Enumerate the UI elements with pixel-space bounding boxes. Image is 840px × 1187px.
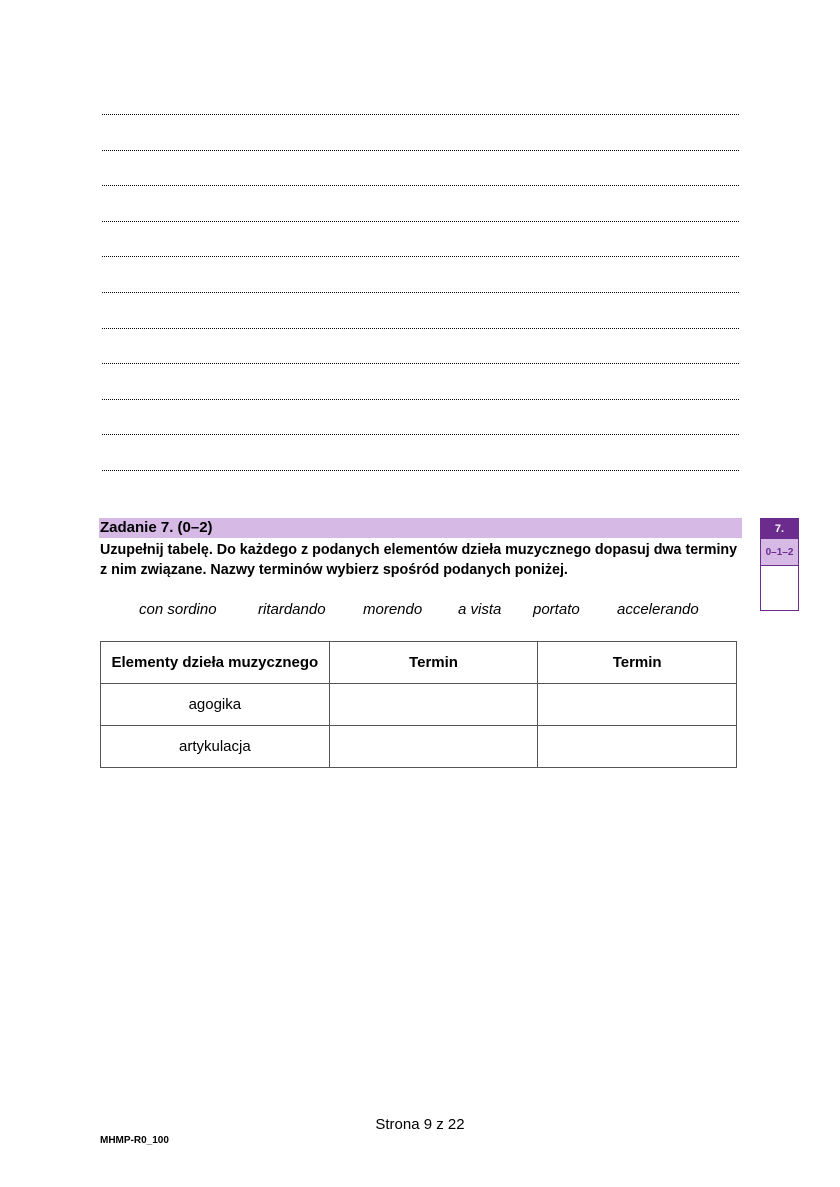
term: accelerando [617, 601, 699, 618]
term: ritardando [258, 601, 326, 618]
answer-line[interactable] [102, 364, 739, 400]
header-term-1: Termin [329, 642, 538, 684]
score-task-number: 7. [761, 519, 798, 539]
answer-line[interactable] [102, 257, 739, 293]
answer-line[interactable] [102, 151, 739, 187]
term-answer-cell[interactable] [329, 726, 538, 768]
element-cell: agogika [101, 684, 330, 726]
score-range: 0–1–2 [761, 539, 798, 566]
term: a vista [458, 601, 502, 618]
header-elements: Elementy dzieła muzycznego [101, 642, 330, 684]
table-row [101, 684, 737, 726]
table-row [101, 726, 737, 768]
answer-line[interactable] [102, 186, 739, 222]
answer-line[interactable] [102, 222, 739, 258]
term-list [0, 600, 840, 620]
answer-table [100, 641, 737, 768]
exam-code: MHMP-R0_100 [100, 1135, 169, 1146]
answer-line[interactable] [102, 293, 739, 329]
term: portato [533, 601, 580, 618]
answer-lines[interactable] [102, 103, 739, 471]
term-answer-cell[interactable] [329, 684, 538, 726]
header-term-2: Termin [538, 642, 737, 684]
term: morendo [363, 601, 423, 618]
term-answer-cell[interactable] [538, 726, 737, 768]
answer-line[interactable] [102, 329, 739, 365]
score-entry-cell[interactable] [761, 566, 798, 609]
term-answer-cell[interactable] [538, 684, 737, 726]
answer-line[interactable] [102, 103, 739, 115]
task-instruction: Uzupełnij tabelę. Do każdego z podanych elementów dzieła muzycznego dopasuj dwa terminy z nim związane. Nazwy terminów wybierz spośród podanych poniżej. [100, 542, 738, 578]
page-number: Strona 9 z 22 [375, 1116, 465, 1133]
task-header: Zadanie 7. (0–2) [99, 518, 742, 538]
element-cell: artykulacja [101, 726, 330, 768]
answer-line[interactable] [102, 435, 739, 471]
score-box [760, 518, 799, 611]
table-header-row [101, 642, 737, 684]
answer-line[interactable] [102, 400, 739, 436]
answer-line[interactable] [102, 115, 739, 151]
term: con sordino [139, 601, 217, 618]
